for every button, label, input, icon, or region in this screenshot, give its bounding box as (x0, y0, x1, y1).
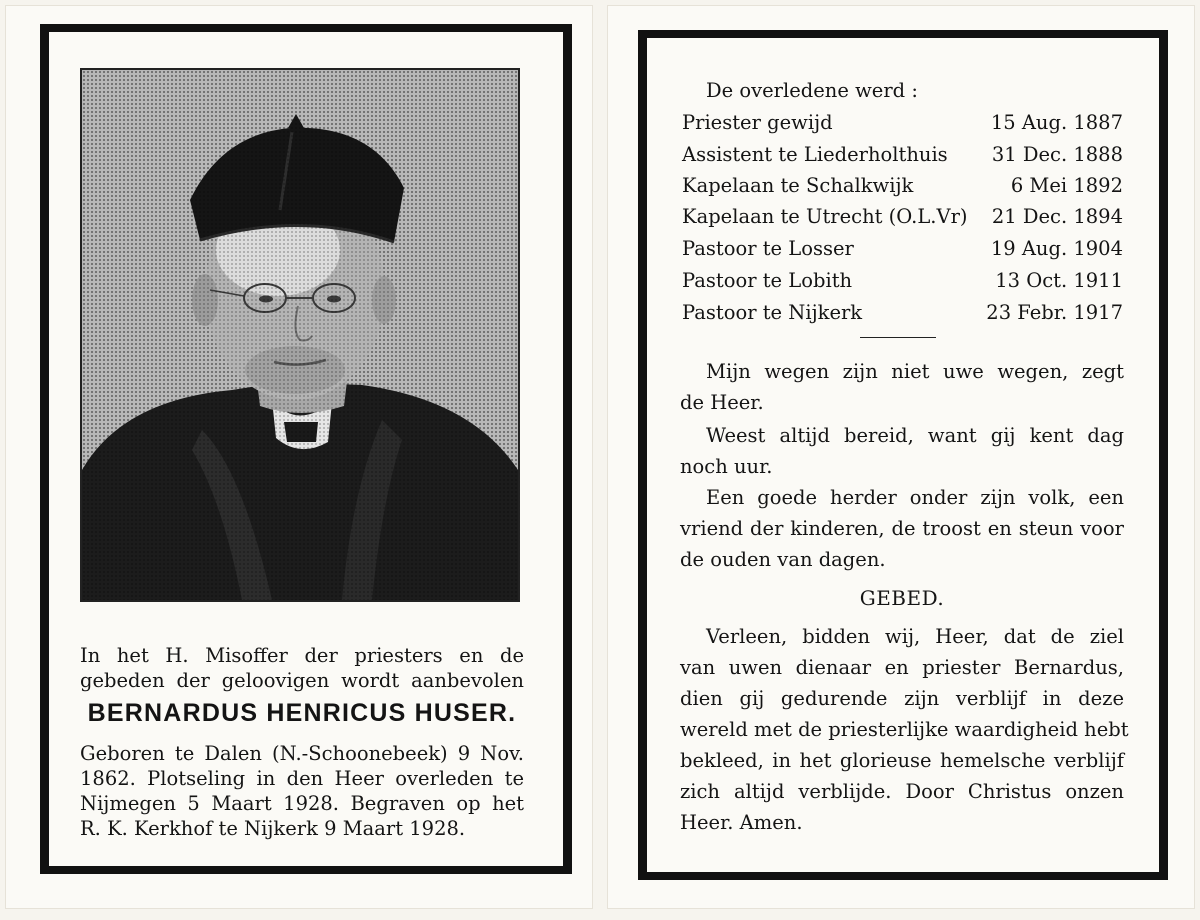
section-divider (860, 337, 936, 338)
career-date: 19 Aug. 1904 (990, 237, 1123, 260)
black-border-left (40, 24, 49, 874)
prayer-line: Verleen, bidden wij, Heer, dat de ziel (706, 625, 1124, 648)
career-heading: De overledene werd : (706, 79, 918, 102)
career-date: 15 Aug. 1887 (990, 111, 1123, 134)
black-border-left (638, 30, 647, 880)
verse-line: de ouden van dagen. (680, 548, 886, 571)
intro-line: In het H. Misoffer der priesters en de (80, 644, 524, 667)
career-date: 31 Dec. 1888 (991, 143, 1123, 166)
career-role: Kapelaan te Utrecht (O.L.Vr) (682, 205, 968, 228)
black-border-bottom (640, 872, 1168, 880)
career-role: Pastoor te Lobith (682, 269, 853, 292)
prayer-paragraph (680, 621, 1129, 838)
prayer-line: bekleed, in het glorieuse hemelsche verblijf (680, 749, 1124, 772)
verse-line: Weest altijd bereid, want gij kent dag (706, 424, 1124, 447)
verse-line: de Heer. (680, 391, 764, 414)
deceased-name: BERNARDUS HENRICUS HUSER. (87, 699, 517, 727)
prayer-line: wereld met de priesterlijke waardigheid hebt (680, 718, 1129, 741)
prayer-line: van uwen dienaar en priester Bernardus, (680, 656, 1124, 679)
verse-line: vriend der kinderen, de troost en steun voor (680, 517, 1124, 540)
career-date: 23 Febr. 1917 (986, 301, 1123, 324)
prayer-line: dien gij gedurende zijn verblijf in deze (680, 687, 1124, 710)
black-border-right (1159, 30, 1168, 880)
career-role: Pastoor te Nijkerk (682, 301, 863, 324)
bio-line: Geboren te Dalen (N.-Schoonebeek) 9 Nov. (80, 742, 524, 765)
verse-line: Een goede herder onder zijn volk, een (706, 486, 1124, 509)
verse-paragraph (680, 420, 1124, 482)
career-date: 13 Oct. 1911 (995, 269, 1123, 292)
prayer-line: Heer. Amen. (680, 811, 803, 834)
verse-paragraph (680, 482, 1124, 575)
prayer-line: zich altijd verblijde. Door Christus onzen (680, 780, 1124, 803)
black-border-right (563, 24, 572, 874)
verse-line: noch uur. (680, 455, 773, 478)
verse-line: Mijn wegen zijn niet uwe wegen, zegt (706, 360, 1124, 383)
career-date: 6 Mei 1892 (1010, 174, 1123, 197)
black-border-top (42, 24, 572, 32)
bio-line: Nijmegen 5 Maart 1928. Begraven op het (80, 792, 524, 815)
portrait-photo (80, 68, 520, 602)
career-role: Pastoor te Losser (682, 237, 854, 260)
intro-line: gebeden der geloovigen wordt aanbevolen (80, 669, 524, 692)
prayer-title: GEBED. (859, 586, 945, 610)
black-border-top (640, 30, 1168, 38)
career-date: 21 Dec. 1894 (991, 205, 1123, 228)
black-border-bottom (42, 866, 572, 874)
career-role: Assistent te Liederholthuis (682, 143, 948, 166)
bio-line: 1862. Plotseling in den Heer overleden te (80, 767, 524, 790)
bio-line: R. K. Kerkhof te Nijkerk 9 Maart 1928. (80, 817, 466, 840)
verse-paragraph (680, 356, 1124, 418)
career-role: Priester gewijd (682, 111, 833, 134)
career-role: Kapelaan te Schalkwijk (682, 174, 914, 197)
